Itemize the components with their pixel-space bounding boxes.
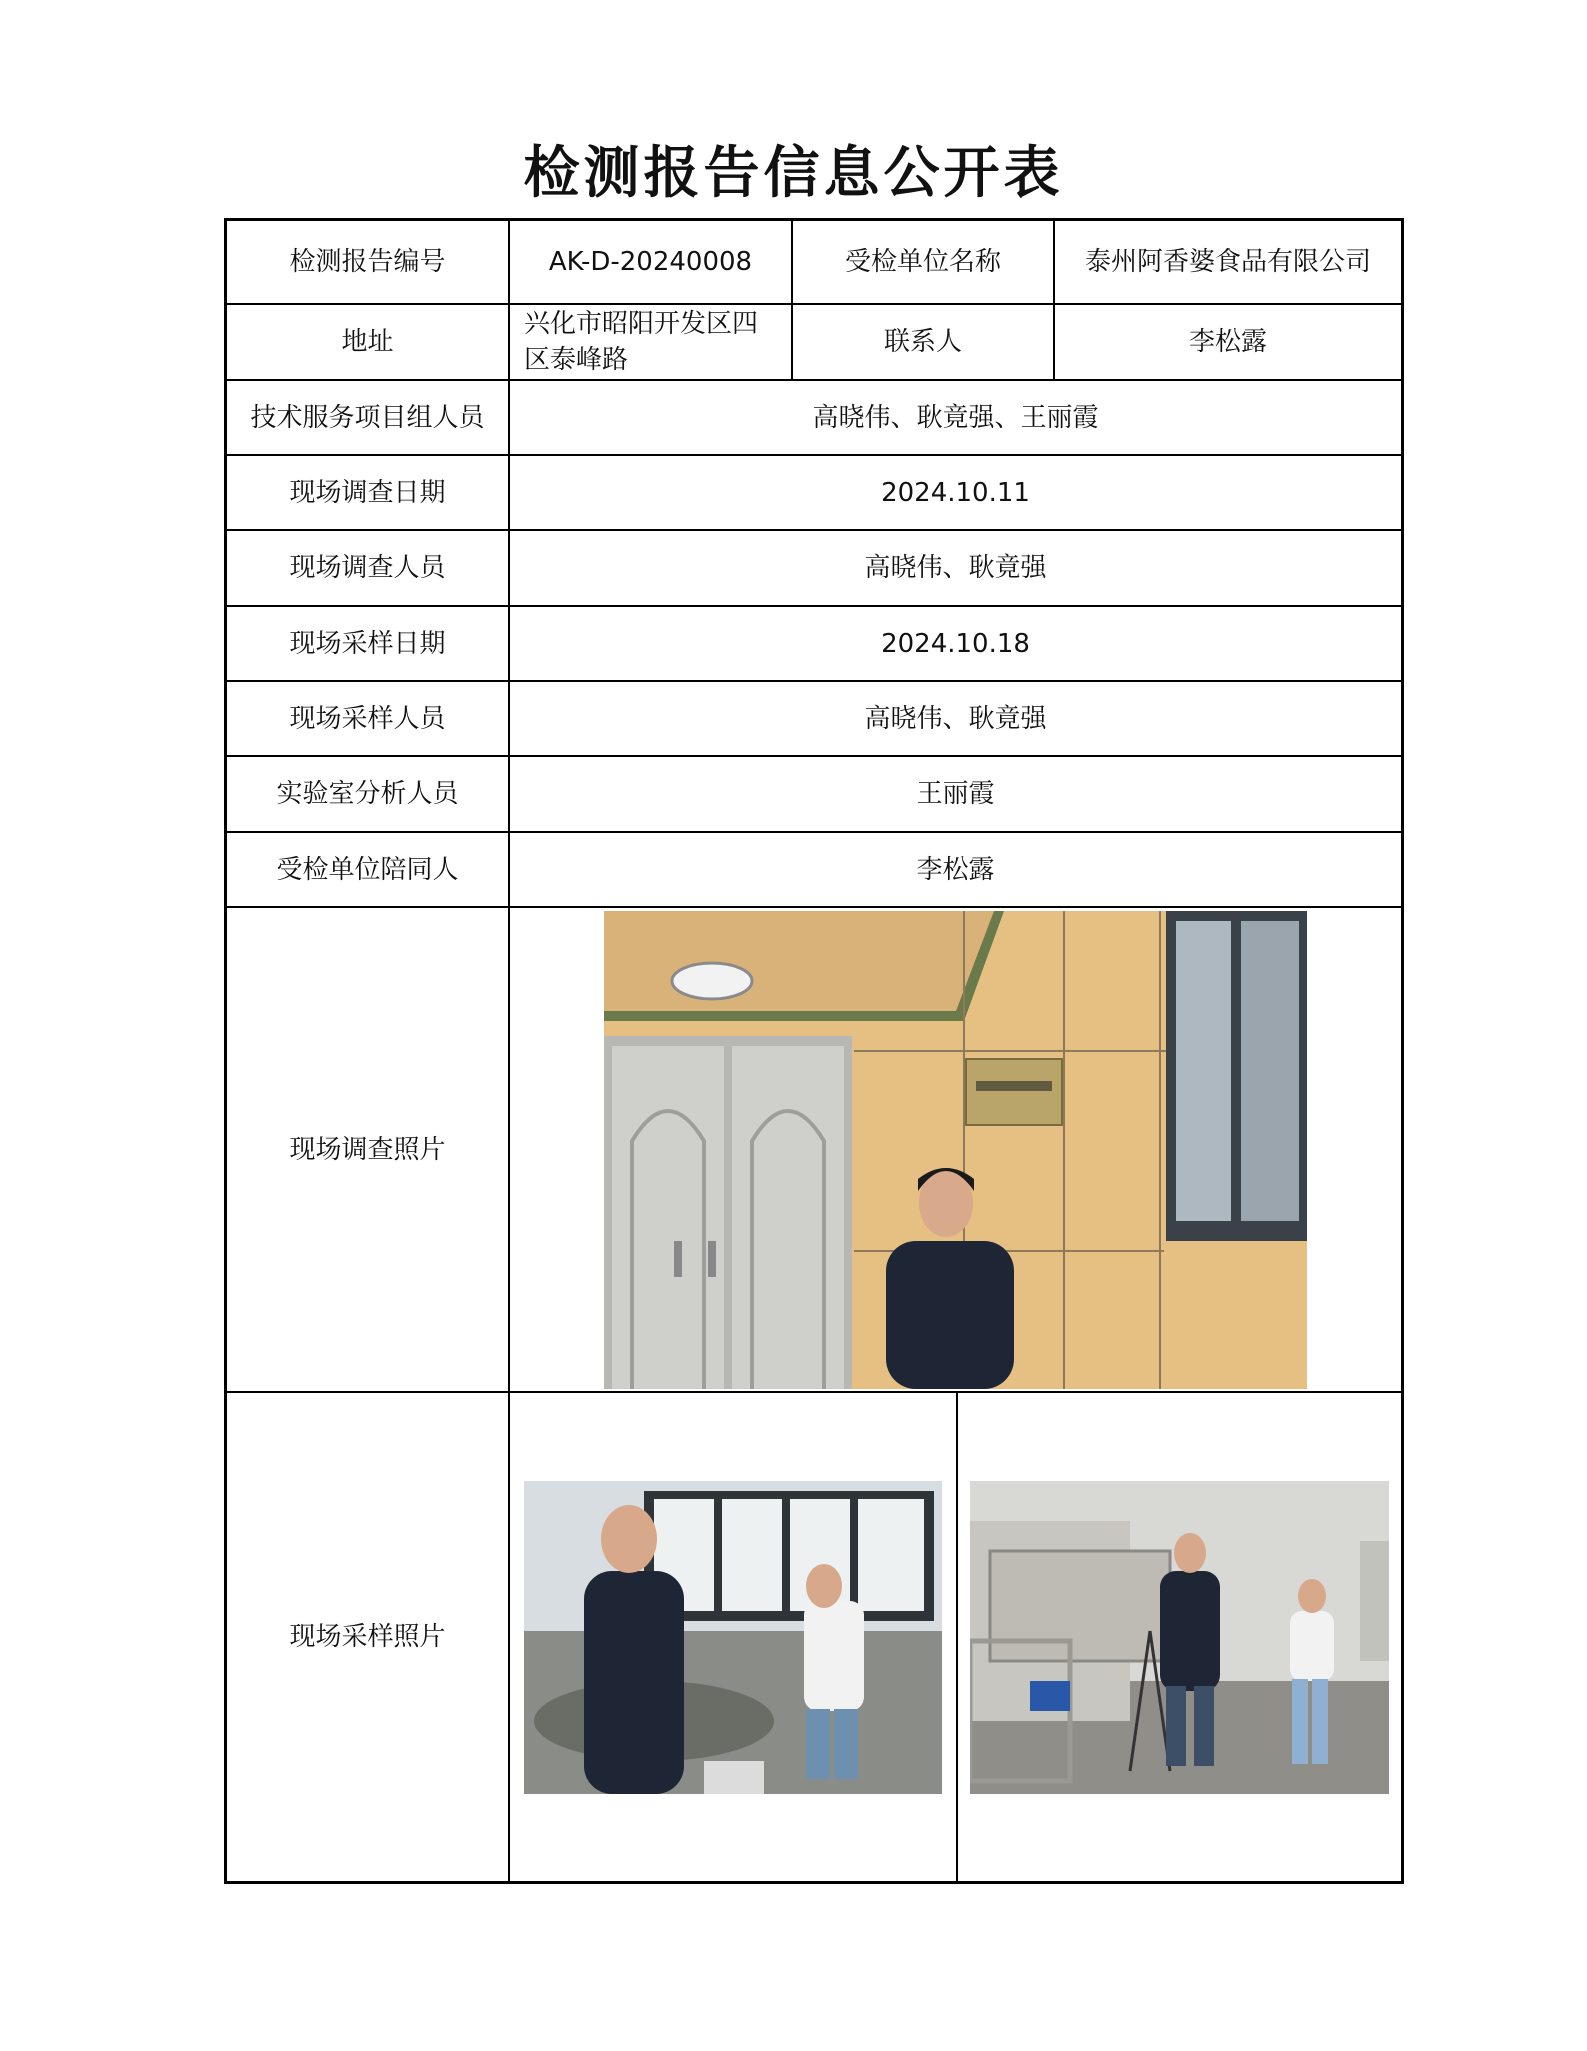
info-table	[224, 218, 1404, 1884]
survey-photo	[604, 911, 1307, 1389]
sampling-photo-1	[524, 1481, 942, 1794]
survey-staff-value: 高晓伟、耿竟强	[864, 553, 1047, 583]
sampling-date-value: 2024.10.18	[881, 628, 1030, 659]
survey-date-value: 2024.10.11	[881, 477, 1030, 508]
lab-staff-value: 王丽霞	[916, 779, 995, 809]
address-value: 兴化市昭阳开发区四区泰峰路	[524, 309, 759, 375]
report-no-value: AK-D-20240008	[548, 247, 753, 277]
col-divider	[956, 1391, 958, 1881]
survey-staff-label: 现场调查人员	[289, 553, 446, 583]
sampling-staff-value: 高晓伟、耿竟强	[864, 703, 1047, 734]
escort-value: 李松露	[916, 854, 995, 885]
team-label: 技术服务项目组人员	[250, 402, 485, 433]
team-value: 高晓伟、耿竟强、王丽霞	[812, 402, 1099, 433]
sampling-photo-2	[970, 1481, 1389, 1794]
sampling-photo-label: 现场采样照片	[289, 1622, 446, 1652]
escort-label: 受检单位陪同人	[276, 854, 459, 885]
survey-date-label: 现场调查日期	[289, 477, 446, 508]
survey-photo-label: 现场调查照片	[289, 1134, 446, 1165]
sampling-date-label: 现场采样日期	[289, 628, 446, 659]
sampling-staff-label: 现场采样人员	[289, 703, 446, 734]
address-label: 地址	[341, 327, 394, 357]
contact-value: 李松露	[1188, 327, 1267, 357]
unit-name-label: 受检单位名称	[844, 247, 1001, 277]
contact-label: 联系人	[883, 327, 962, 357]
unit-name-value: 泰州阿香婆食品有限公司	[1084, 247, 1371, 277]
report-no-label: 检测报告编号	[289, 247, 446, 277]
lab-staff-label: 实验室分析人员	[276, 779, 459, 809]
page-title: 检测报告信息公开表	[523, 140, 1064, 206]
